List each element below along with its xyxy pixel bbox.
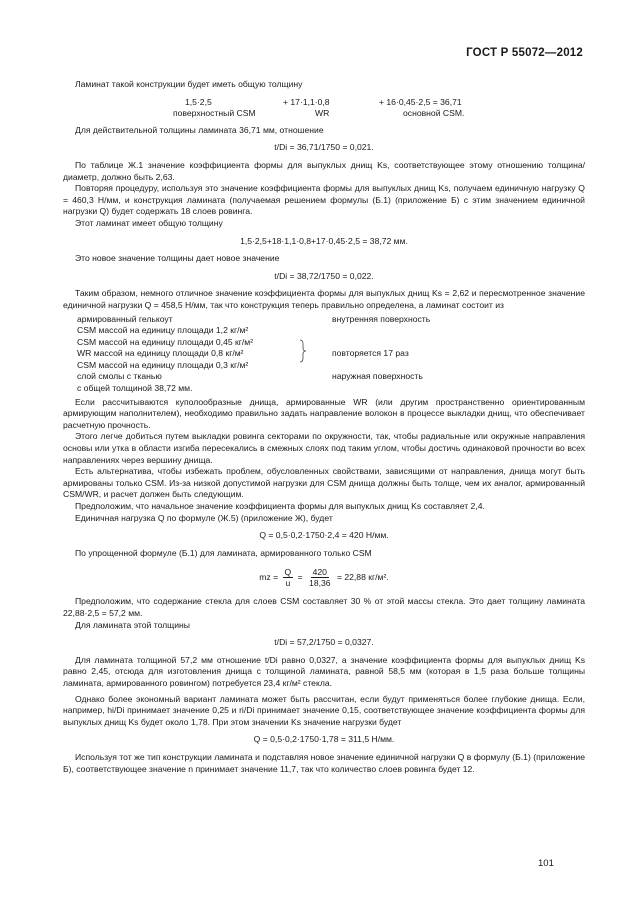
list-item: CSM массой на единицу площади 0,45 кг/м² [77, 336, 254, 347]
eq-term: + 16·0,45·2,5 = 36,71 [379, 96, 462, 107]
paragraph: По таблице Ж.1 значение коэффициента формы для выпуклых днищ Ks, соответствующее этому отношению толщина/диаметр, должно быть 2,63. [63, 159, 585, 182]
list-item: WR массой на единицу площади 0,8 кг/м² повторяется 17 раз [77, 348, 409, 359]
paragraph: Единичная нагрузка Q по формуле (Ж.5) (приложение Ж), будет [75, 512, 333, 523]
eq-term: 1,5·2,5 [185, 96, 212, 107]
mass-equation [63, 567, 585, 588]
list-item: CSM массой на единицу площади 0,3 кг/м² [77, 359, 249, 370]
thickness-equation [63, 97, 585, 120]
eq-label: WR [315, 108, 330, 119]
equation: 1,5·2,5+18·1,1·0,8+17·0,45·2,5 = 38,72 мм. [240, 235, 408, 246]
paragraph: Предположим, что содержание стекла для слоев CSM составляет 30 % от этой массы стекла. Это дает толщину ламината 22,88·2,5 = 57,2 мм. [63, 596, 585, 618]
paragraph: Используя тот же тип конструкции ламината и подставляя новое значение единичной нагрузки Q в формулу (Б.1) (приложение Б), соответствующее значение n принимает значение 11,7, так что количество слоев ровинга будет 12. [63, 751, 585, 774]
list-item: армированный гелькоут внутренняя поверхность [77, 313, 431, 324]
paragraph: Однако более экономный вариант ламината может быть рассчитан, если будут применяться более глубокие днища. Если, например, hi/Di принимает значение 0,25 и ri/Di принимает значение 0,15, соответствующее значение коэффициента формы для выпуклых днищ Ks будет около 1,78. При этом значении Ks значение нагрузки будет [63, 693, 585, 727]
paragraph: Это новое значение толщины дает новое значение [75, 253, 280, 264]
eq-term: + 17·1,1·0,8 [283, 96, 330, 107]
list-item: CSM массой на единицу площади 1,2 кг/м² [77, 325, 249, 336]
paragraph: Для ламината этой толщины [75, 619, 190, 630]
eq-sign: = [297, 572, 303, 583]
layer-list [63, 314, 585, 395]
paragraph: Повторяя процедуру, используя это значение коэффициента формы для выпуклых днищ Ks, получаем единичную нагрузку Q = 460,3 Н/мм, и конструкция ламината (получаемая решением формулы (Б.1) (приложение Б) с этим значением единичной нагрузки Q) будет содержать 18 слоев ровинга. [63, 183, 585, 217]
equation: t/Di = 36,71/1750 = 0,021. [274, 142, 374, 153]
eq-label: основной CSM. [403, 108, 465, 119]
page-number: 101 [538, 858, 554, 869]
fraction: $\frac{420}{18,36}$ [309, 567, 331, 589]
eq-lhs: mz = [259, 572, 279, 583]
paragraph: Для ламината толщиной 57,2 мм отношение t/Di равно 0,0327, а значение коэффициента формы для выпуклых днищ Ks равно 2,45, отсюда для изготовления днища с толщиной ламината, равной 58,5 мм (которая в 1,5 раза больше толщины ламината, армированного ровингом) потребуется 23,4 кг/м² стекла. [63, 654, 585, 688]
paragraph: Таким образом, немного отличное значение коэффициента формы для выпуклых днищ Ks = 2,62 и пересмотренное значение единичной нагрузки Q = 458,5 Н/мм, так что конструкция теперь правильно определена, а ламинат состоит из [63, 288, 585, 310]
paragraph: По упрощенной формуле (Б.1) для ламината, армированного только CSM [75, 547, 372, 558]
list-item: с общей толщиной 38,72 мм. [77, 383, 193, 394]
brace-icon [299, 339, 307, 363]
standard-header: ГОСТ Р 55072—2012 [466, 47, 583, 59]
equation: t/Di = 38,72/1750 = 0,022. [274, 270, 374, 281]
paragraph: Ламинат такой конструкции будет иметь общую толщину [75, 79, 303, 89]
paragraph: Этот ламинат имеет общую толщину [75, 217, 223, 228]
equation: Q = 0,5·0,2·1750·1,78 = 311,5 Н/мм. [253, 734, 395, 745]
document-body [63, 79, 585, 775]
paragraph: Предположим, что начальное значение коэффициента формы для выпуклых днищ Ks составляет 2,4. [75, 501, 485, 511]
paragraph: Этого легче добиться путем выкладки ровинга секторами по окружности, так, чтобы радиальные или окружные направления основы или утка в области изгиба пересекались в смежных слоях под таким углом, чтобы достичь одинаковой прочности во всех направлениях через вершину днища. [63, 431, 585, 465]
equation: t/Di = 57,2/1750 = 0,0327. [274, 637, 374, 648]
list-item: слой смолы с тканью наружная поверхность [77, 371, 423, 382]
fraction: $\frac{Q}{u}$ [284, 567, 292, 589]
eq-rhs: = 22,88 кг/м². [336, 572, 389, 583]
eq-label: поверхностный CSM [173, 108, 256, 119]
paragraph: Если рассчитываются куполообразные днища, армированные WR (или другим пространственно ориентированным армирующим наполнителем), необходимо правильно задать направление волокон в процессе выкладки днищ, что обеспечивает расчетную прочность. [63, 396, 585, 430]
paragraph: Для действительной толщины ламината 36,71 мм, отношение [75, 124, 324, 135]
paragraph: Есть альтернатива, чтобы избежать проблем, обусловленных свойствами, зависящими от направления, днища могут быть армированы только CSM. Из-за низкой допустимой нагрузки для CSM днища должны быть толще, чем их аналог, армированный CSM/WR, и расчет должен быть следующим. [63, 466, 585, 500]
equation: Q = 0,5·0,2·1750·2,4 = 420 Н/мм. [259, 530, 389, 541]
